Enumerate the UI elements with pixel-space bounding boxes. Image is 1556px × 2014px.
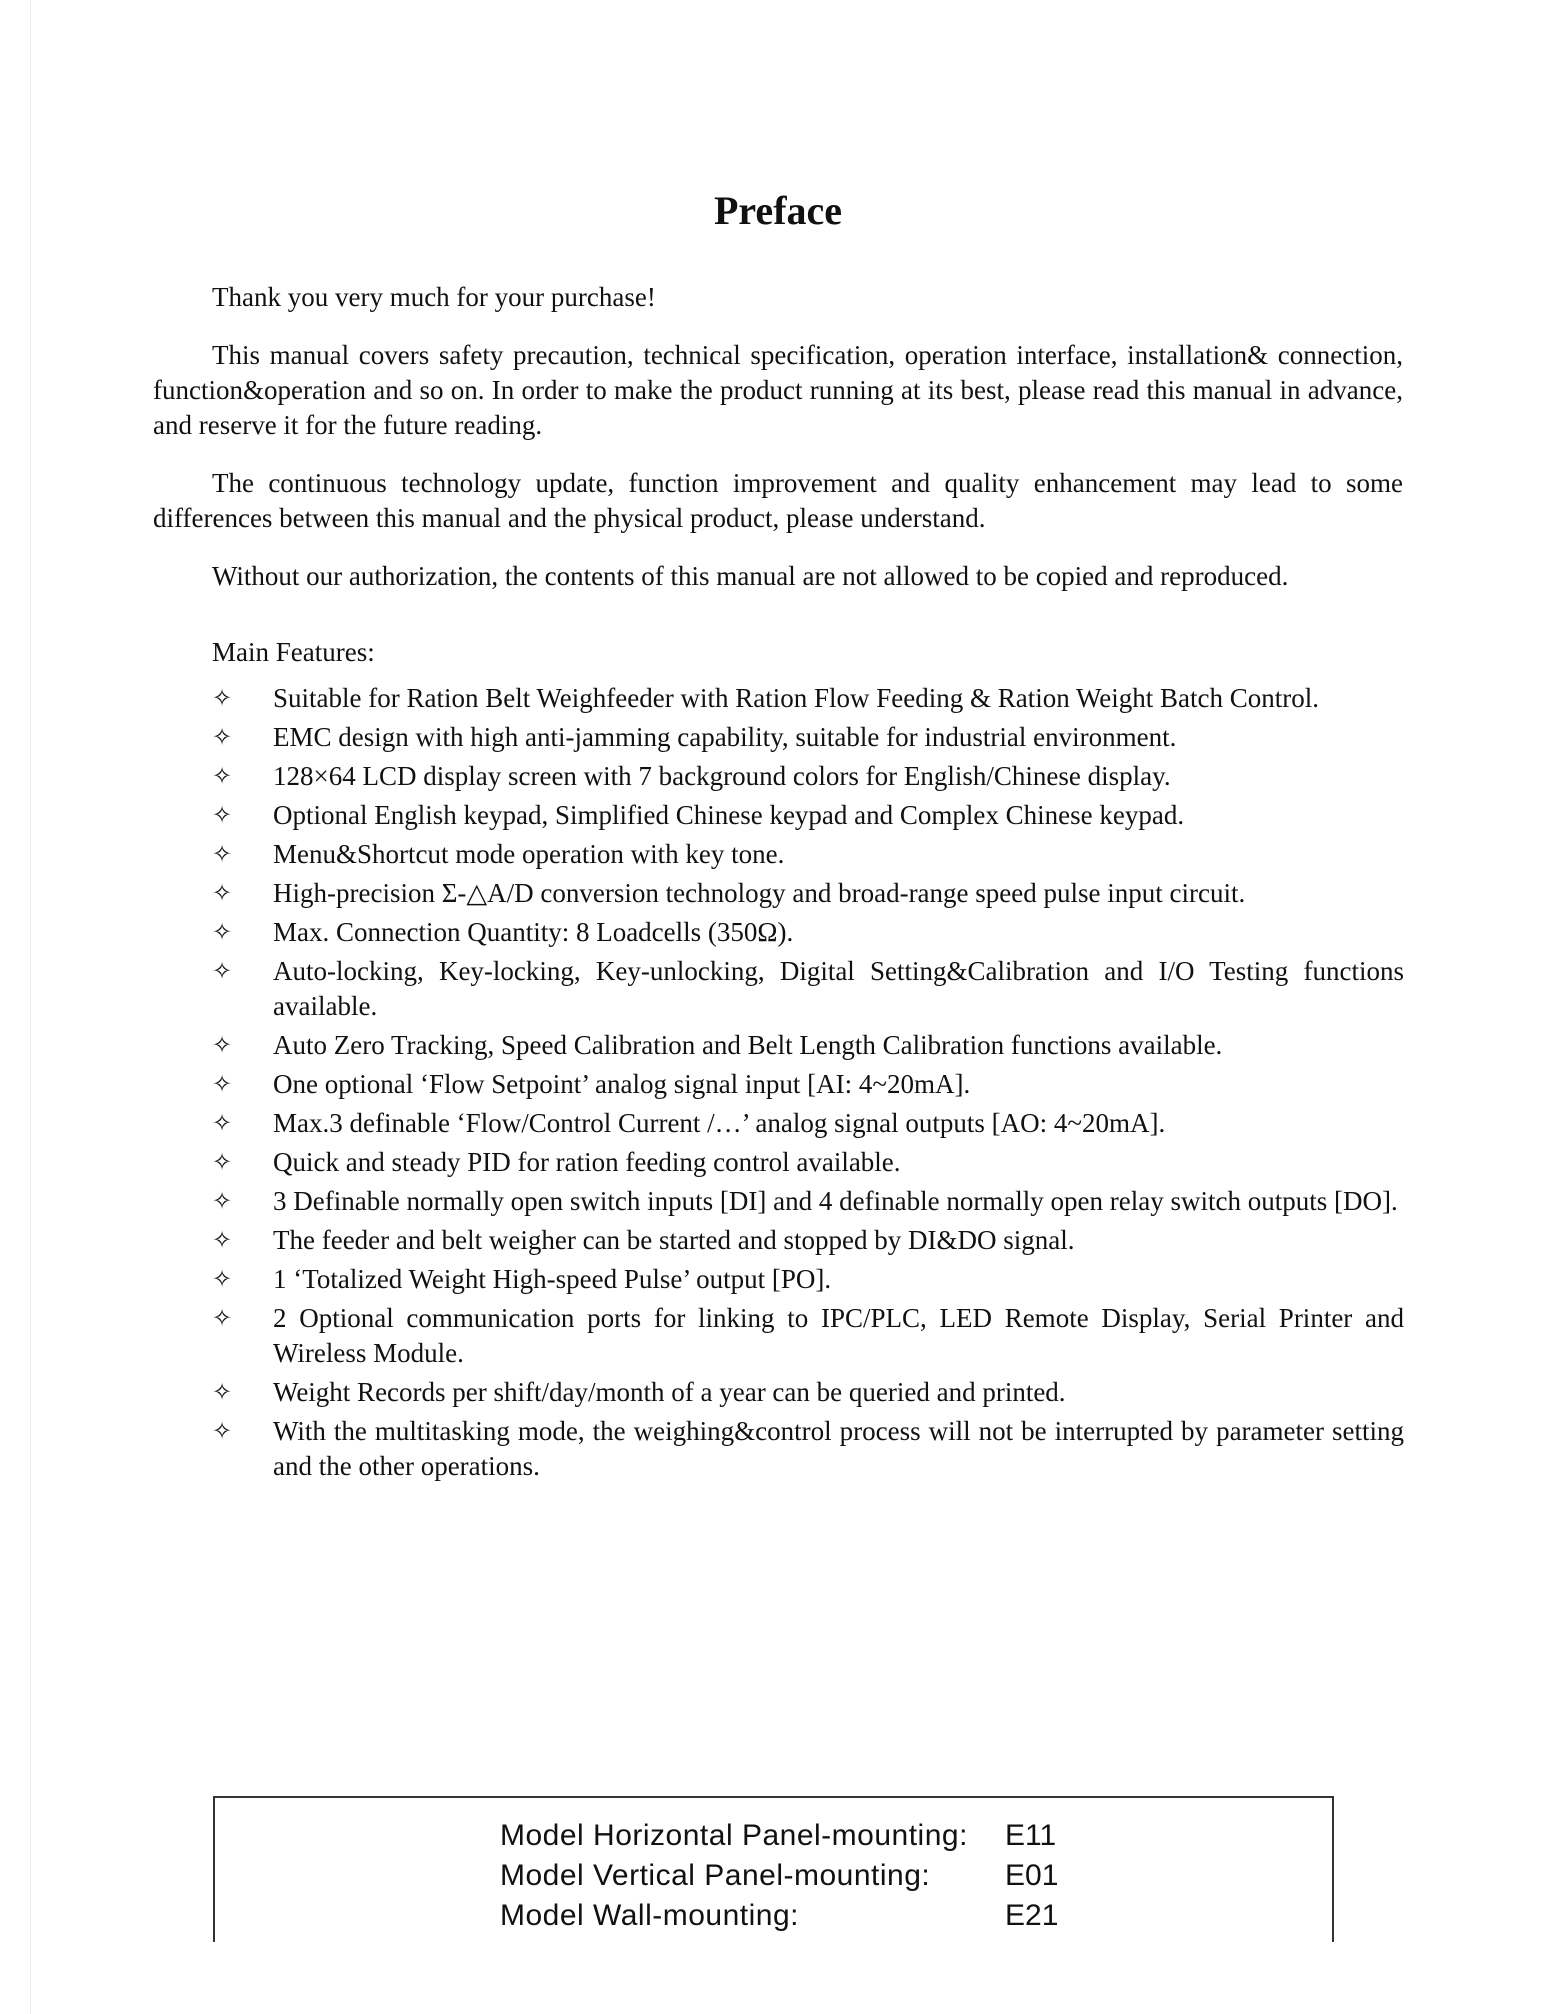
feature-item-11 <box>212 1106 1404 1141</box>
bullet-icon: ✧ <box>212 1070 233 1098</box>
model-code-horizontal: E11 <box>1005 1819 1057 1852</box>
bullet-icon: ✧ <box>212 957 233 985</box>
feature-item-18 <box>212 1414 1404 1484</box>
feature-text: With the multitasking mode, the weighing&control process will not be interrupted by parameter setting and the other operations. <box>273 1416 1404 1481</box>
bullet-icon: ✧ <box>212 840 233 868</box>
feature-text: 1 ‘Totalized Weight High-speed Pulse’ output [PO]. <box>273 1264 832 1294</box>
paragraph-coverage: This manual covers safety precaution, technical specification, operation interface, installation& connection, function&operation and so on. In order to make the product running at its best, please read this manual in advance, and reserve it for the future reading. <box>153 340 1403 440</box>
feature-text: 3 Definable normally open switch inputs [DI] and 4 definable normally open relay switch outputs [DO]. <box>273 1186 1398 1216</box>
feature-item-6 <box>212 876 1404 911</box>
paragraph-updates: The continuous technology update, function improvement and quality enhancement may lead to some differences between this manual and the physical product, please understand. <box>153 468 1403 533</box>
bullet-icon: ✧ <box>212 801 233 829</box>
page-title: Preface <box>713 188 843 233</box>
feature-item-8 <box>212 954 1404 1024</box>
feature-text: The feeder and belt weigher can be started and stopped by DI&DO signal. <box>273 1225 1075 1255</box>
feature-item-16 <box>212 1301 1404 1371</box>
feature-text: Optional English keypad, Simplified Chinese keypad and Complex Chinese keypad. <box>273 800 1185 830</box>
model-code-wall: E21 <box>1005 1899 1059 1932</box>
feature-text: 128×64 LCD display screen with 7 background colors for English/Chinese display. <box>273 761 1171 791</box>
paragraph-copyright: Without our authorization, the contents of this manual are not allowed to be copied and reproduced. <box>212 561 1289 591</box>
feature-text: Suitable for Ration Belt Weighfeeder with Ration Flow Feeding & Ration Weight Batch Control. <box>273 683 1320 713</box>
feature-text: Auto-locking, Key-locking, Key-unlocking, Digital Setting&Calibration and I/O Testing functions available. <box>273 956 1404 1021</box>
model-label-vertical: Model Vertical Panel-mounting: <box>500 1859 931 1892</box>
feature-text: One optional ‘Flow Setpoint’ analog signal input [AI: 4~20mA]. <box>273 1069 971 1099</box>
feature-text: 2 Optional communication ports for linking to IPC/PLC, LED Remote Display, Serial Printer and Wireless Module. <box>273 1303 1404 1368</box>
model-label-wall: Model Wall-mounting: <box>500 1899 799 1932</box>
feature-text: High-precision Σ-△A/D conversion technology and broad-range speed pulse input circuit. <box>273 878 1246 908</box>
model-box <box>213 1796 1334 1942</box>
bullet-icon: ✧ <box>212 1304 233 1332</box>
bullet-icon: ✧ <box>212 1265 233 1293</box>
model-code-vertical: E01 <box>1005 1859 1059 1892</box>
feature-item-5 <box>212 837 1404 872</box>
feature-item-10 <box>212 1067 1404 1102</box>
bullet-icon: ✧ <box>212 1109 233 1137</box>
bullet-icon: ✧ <box>212 723 233 751</box>
feature-item-3 <box>212 759 1404 794</box>
feature-item-1 <box>212 681 1404 716</box>
feature-text: Quick and steady PID for ration feeding control available. <box>273 1147 901 1177</box>
feature-item-4 <box>212 798 1404 833</box>
bullet-icon: ✧ <box>212 1417 233 1445</box>
bullet-icon: ✧ <box>212 1378 233 1406</box>
bullet-icon: ✧ <box>212 1031 233 1059</box>
feature-item-2 <box>212 720 1404 755</box>
feature-text: Weight Records per shift/day/month of a year can be queried and printed. <box>273 1377 1066 1407</box>
feature-text: Menu&Shortcut mode operation with key tone. <box>273 839 785 869</box>
model-label-horizontal: Model Horizontal Panel-mounting: <box>500 1819 968 1852</box>
feature-text: EMC design with high anti-jamming capability, suitable for industrial environment. <box>273 722 1177 752</box>
feature-text: Max.3 definable ‘Flow/Control Current /…’ analog signal outputs [AO: 4~20mA]. <box>273 1108 1166 1138</box>
feature-item-17 <box>212 1375 1404 1410</box>
paragraph-thanks: Thank you very much for your purchase! <box>212 282 656 312</box>
page-edge <box>30 0 31 2014</box>
feature-item-13 <box>212 1184 1404 1219</box>
bullet-icon: ✧ <box>212 1187 233 1215</box>
feature-item-12 <box>212 1145 1404 1180</box>
bullet-icon: ✧ <box>212 762 233 790</box>
features-list <box>212 681 1404 1488</box>
feature-text: Max. Connection Quantity: 8 Loadcells (350Ω). <box>273 917 794 947</box>
bullet-icon: ✧ <box>212 1226 233 1254</box>
feature-item-15 <box>212 1262 1404 1297</box>
feature-item-14 <box>212 1223 1404 1258</box>
bullet-icon: ✧ <box>212 879 233 907</box>
bullet-icon: ✧ <box>212 1148 233 1176</box>
features-heading: Main Features: <box>212 637 375 667</box>
bullet-icon: ✧ <box>212 684 233 712</box>
feature-text: Auto Zero Tracking, Speed Calibration and Belt Length Calibration functions available. <box>273 1030 1223 1060</box>
feature-item-9 <box>212 1028 1404 1063</box>
feature-item-7 <box>212 915 1404 950</box>
bullet-icon: ✧ <box>212 918 233 946</box>
